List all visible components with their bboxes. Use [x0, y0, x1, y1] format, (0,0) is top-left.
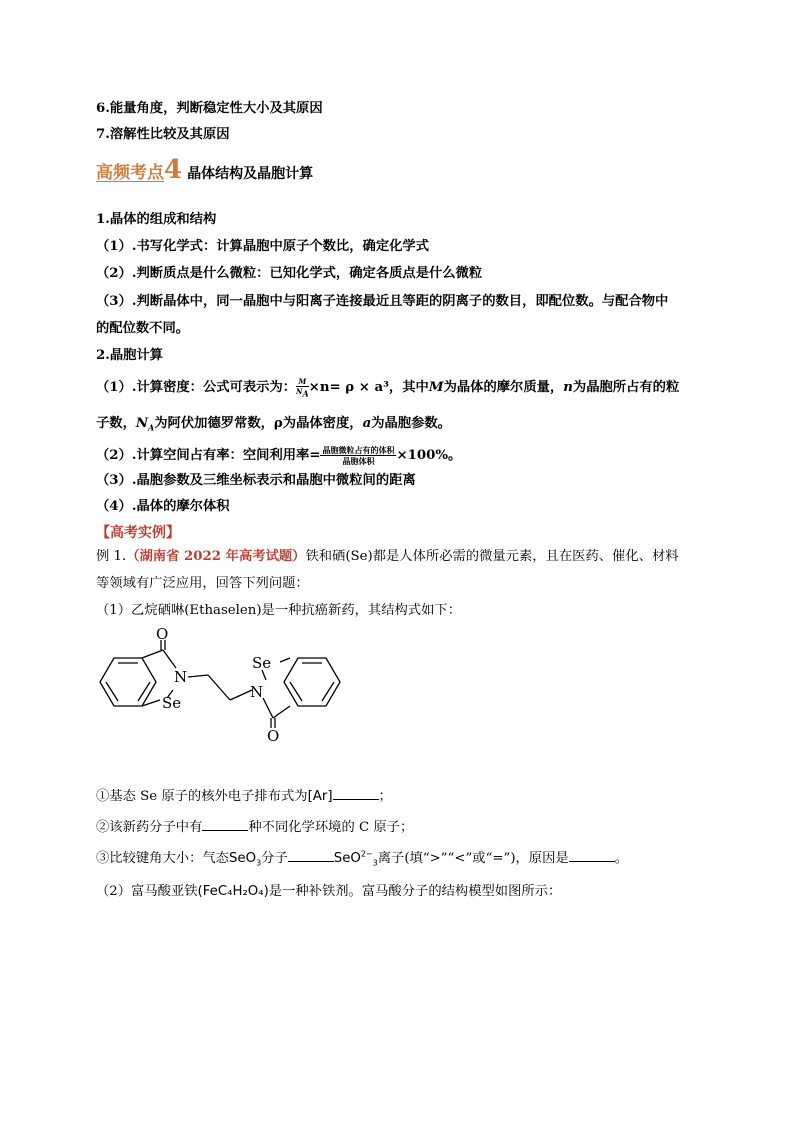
oxygen-top: O: [156, 625, 169, 643]
heading-number: 4: [164, 155, 183, 185]
question-2: （2）富马酸亚铁(FeC₄H₂O₄)是一种补铁剂。富马酸分子的结构模型如图所示：: [96, 884, 562, 899]
selenium-right: Se: [252, 654, 272, 672]
section-1-title: 1.晶体的组成和结构: [96, 212, 217, 227]
answer-blank-1a[interactable]: [333, 787, 379, 800]
section-2-item-3: （3）.晶胞参数及三维坐标表示和晶胞中微粒间的距离: [96, 473, 416, 488]
section-2-title: 2.晶胞计算: [96, 348, 164, 363]
section-1-item-1: （1）.书写化学式：计算晶胞中原子个数比，确定化学式: [96, 239, 430, 254]
nitrogen-left: N: [174, 668, 188, 686]
section-1-item-3b: 的配位数不同。: [96, 321, 190, 336]
density-fraction: $\frac{M}{N_A}$: [296, 376, 309, 399]
left-benzene-ring: [100, 658, 156, 706]
heading-title: 晶体结构及晶胞计算: [187, 166, 314, 182]
section-1-item-3a: （3）.判断晶体中，同一晶胞中与阳离子连接最近且等距的阴离子的数目，即配位数。与配合物中: [96, 294, 669, 309]
example-line-1: 例 1.（湖南省 2022 年高考试题）铁和硒(Se)都是人体所必需的微量元素，且在医药、催化、材料: [96, 549, 679, 564]
section-2-item-2: （2）.计算空间占有率：空间利用率= $\frac{\text{晶胞微粒占有的体积}}{\text{晶胞体积}}$ ×100%。: [96, 445, 462, 466]
section-2-item-4: （4）.晶体的摩尔体积: [96, 499, 230, 514]
nitrogen-right: N: [250, 683, 264, 701]
question-1a: ①基态 Se 原子的核外电子排布式为[Ar] ；: [96, 789, 392, 804]
section-1-item-2: （2）.判断质点是什么微粒：已知化学式，确定各质点是什么微粒: [96, 266, 483, 281]
selenium-left: Se: [162, 694, 182, 712]
question-1: （1）乙烷硒啉(Ethaselen)是一种抗癌新药，其结构式如下：: [96, 603, 461, 618]
answer-blank-1c-reason[interactable]: [569, 849, 615, 862]
question-1b: ②该新药分子中有 种不同化学环境的 C 原子；: [96, 820, 414, 835]
example-tag: 【高考实例】: [96, 525, 180, 541]
answer-blank-1b[interactable]: [202, 818, 248, 831]
section-2-item-1b: 子数，$N_A$为阿伏加德罗常数，ρ为晶体密度，a为晶胞参数。: [96, 416, 451, 433]
heading-label: 高频考点: [96, 163, 164, 183]
question-1c: ③比较键角大小：气态SeO$_3$分子 SeO$^{2-}_3$离子(填“>”“<”或“=”)，原因是 。: [96, 849, 628, 868]
answer-blank-1c-compare[interactable]: [288, 849, 334, 862]
oxygen-bottom: O: [267, 727, 280, 745]
utilization-fraction: $\frac{\text{晶胞微粒占有的体积}}{\text{晶胞体积}}$: [322, 445, 395, 466]
right-benzene-ring: [284, 658, 340, 706]
section-2-item-1: （1）.计算密度：公式可表示为： $\frac{M}{N_A}$ ×n= ρ × a³，其中M为晶体的摩尔质量，n为晶胞所占有的粒: [96, 376, 680, 399]
ethaselen-structure: [90, 620, 360, 745]
example-line-2: 等领域有广泛应用，回答下列问题：: [96, 576, 309, 591]
item-7: 7.溶解性比较及其原因: [96, 127, 230, 142]
item-6: 6.能量角度，判断稳定性大小及其原因: [96, 101, 323, 116]
section-heading: [96, 155, 313, 185]
